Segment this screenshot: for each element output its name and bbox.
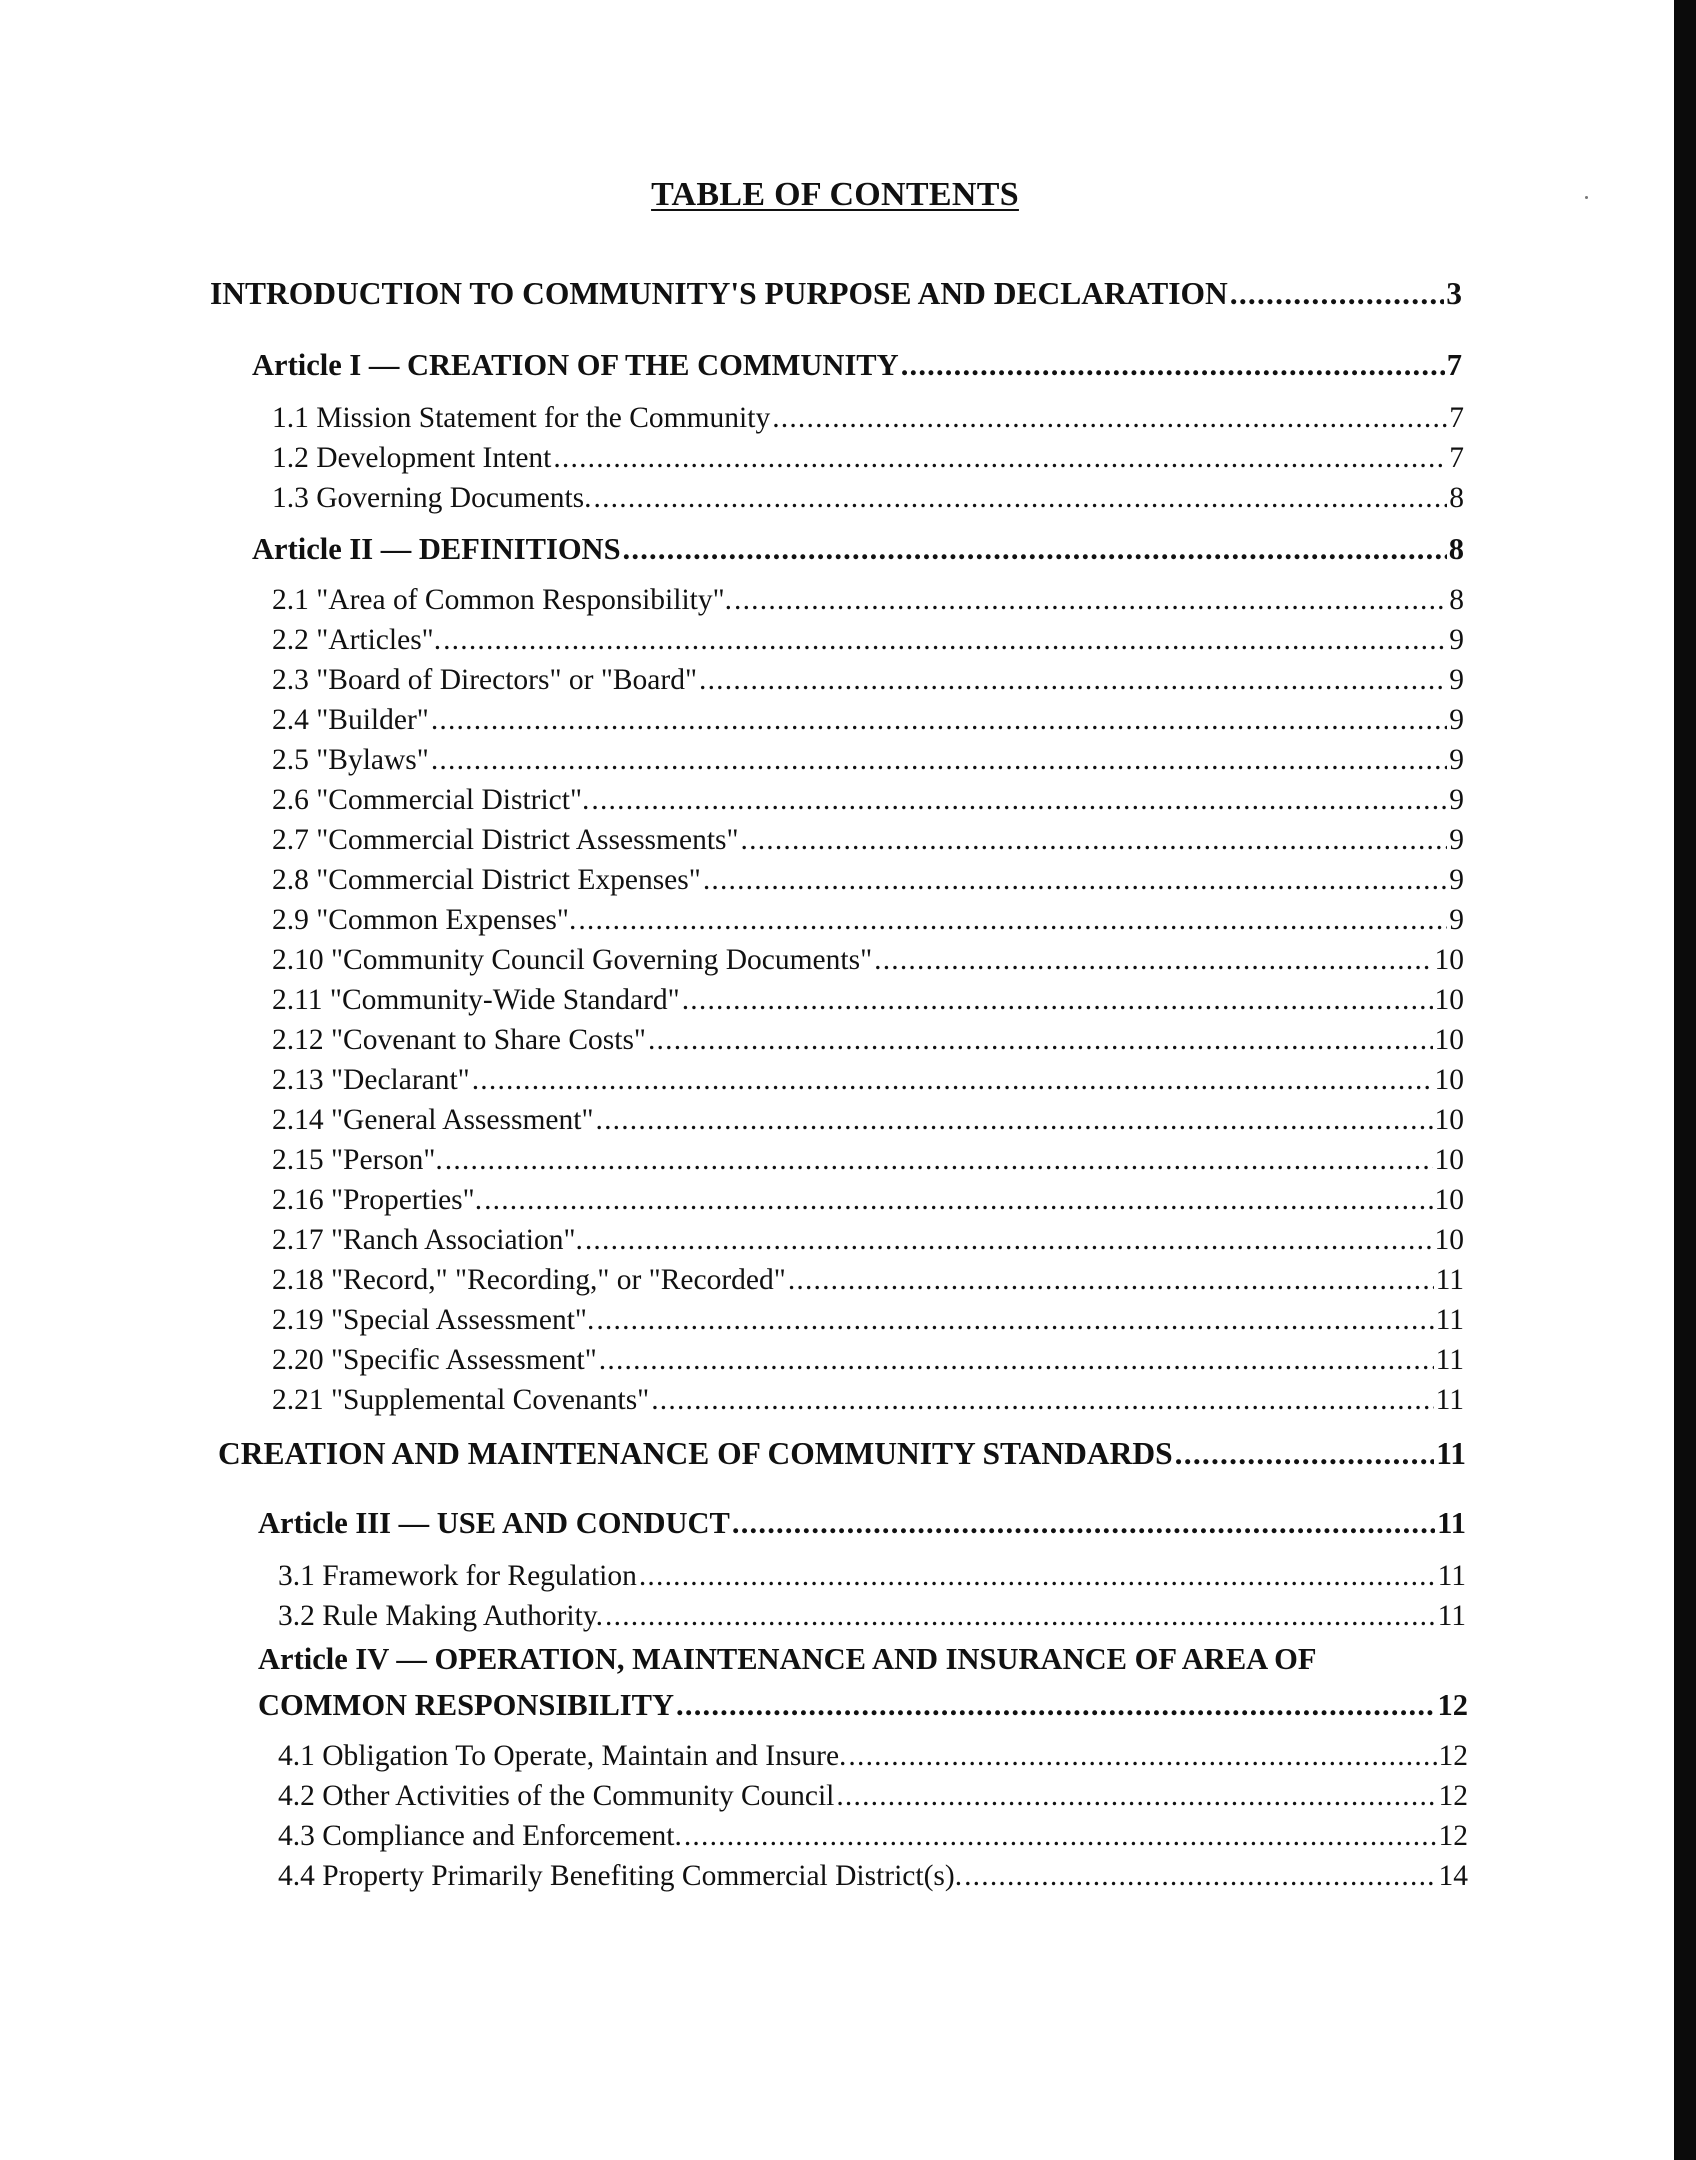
toc-entry-label: INTRODUCTION TO COMMUNITY'S PURPOSE AND DECLARATION — [210, 276, 1228, 311]
leader-dots — [874, 944, 1432, 977]
toc-entry-2-7[interactable] — [272, 824, 1464, 857]
toc-entry-label: 2.2 "Articles". — [272, 624, 442, 656]
toc-entry-2-6[interactable] — [272, 784, 1464, 817]
toc-entry-label: COMMON RESPONSIBILITY — [258, 1688, 675, 1722]
toc-page-number: 10 — [1434, 1184, 1464, 1216]
leader-dots — [578, 904, 1447, 937]
toc-page-number: 11 — [1436, 1436, 1466, 1471]
leader-dots — [734, 584, 1447, 617]
toc-entry-label: Article I — CREATION OF THE COMMUNITY — [252, 348, 899, 382]
toc-entry-2-12[interactable] — [272, 1024, 1464, 1057]
toc-entry-4-2[interactable] — [278, 1780, 1468, 1813]
leader-dots — [1230, 276, 1445, 312]
toc-page-number: 10 — [1434, 1224, 1464, 1256]
toc-entry-label: 1.2 Development Intent — [272, 442, 552, 474]
toc-entry-label: Article III — USE AND CONDUCT — [258, 1506, 730, 1540]
toc-entry-4-4[interactable] — [278, 1860, 1468, 1893]
toc-entry-4-1[interactable] — [278, 1740, 1468, 1773]
toc-page-number: 10 — [1434, 1104, 1464, 1136]
toc-page-number: 11 — [1435, 1384, 1464, 1416]
toc-entry-label: 2.3 "Board of Directors" or "Board" — [272, 664, 698, 696]
toc-entry-2-20[interactable] — [272, 1344, 1464, 1377]
leader-dots — [605, 1600, 1436, 1633]
leader-dots — [431, 744, 1447, 777]
toc-entry-2-2[interactable] — [272, 624, 1464, 657]
toc-page-number: 12 — [1437, 1688, 1468, 1722]
toc-entry-2-18[interactable] — [272, 1264, 1464, 1297]
toc-page-number: 8 — [1449, 584, 1464, 616]
toc-entry-2-5[interactable] — [272, 744, 1464, 777]
leader-dots — [964, 1860, 1436, 1893]
toc-entry-2-4[interactable] — [272, 704, 1464, 737]
leader-dots — [1175, 1436, 1435, 1472]
leader-dots — [445, 1144, 1433, 1177]
toc-entry-label: 2.10 "Community Council Governing Documents" — [272, 944, 873, 976]
toc-entry-article-4-line1[interactable]: Article IV — OPERATION, MAINTENANCE AND INSURANCE OF AREA OF — [258, 1642, 1317, 1676]
toc-entry-label: 3.2 Rule Making Authority. — [278, 1600, 604, 1632]
leader-dots — [848, 1740, 1436, 1773]
toc-entry-article-1[interactable] — [252, 348, 1462, 383]
leader-dots — [901, 348, 1445, 383]
toc-page-number: 7 — [1449, 402, 1464, 434]
toc-entry-label: 2.9 "Common Expenses". — [272, 904, 577, 936]
toc-entry-article-2[interactable] — [252, 532, 1464, 567]
leader-dots — [594, 482, 1448, 515]
toc-page-number: 12 — [1438, 1820, 1468, 1852]
toc-entry-2-13[interactable] — [272, 1064, 1464, 1097]
toc-entry-label: 1.1 Mission Statement for the Community — [272, 402, 771, 434]
toc-entry-label: 2.5 "Bylaws" — [272, 744, 429, 776]
toc-page-number: 11 — [1437, 1560, 1466, 1592]
leader-dots — [623, 532, 1447, 567]
toc-entry-2-11[interactable] — [272, 984, 1464, 1017]
toc-entry-article-3[interactable] — [258, 1506, 1466, 1541]
leader-dots — [703, 864, 1447, 897]
toc-page-number: 10 — [1434, 984, 1464, 1016]
toc-entry-label: Article II — DEFINITIONS — [252, 532, 621, 566]
toc-entry-label: 2.7 "Commercial District Assessments" — [272, 824, 739, 856]
toc-entry-2-21[interactable] — [272, 1384, 1464, 1417]
toc-page-number: 11 — [1435, 1264, 1464, 1296]
toc-page-number: 7 — [1446, 348, 1462, 382]
toc-entry-3-2[interactable] — [278, 1600, 1466, 1633]
toc-page-number: 11 — [1435, 1344, 1464, 1376]
leader-dots — [732, 1506, 1435, 1541]
toc-entry-2-17[interactable] — [272, 1224, 1464, 1257]
leader-dots — [596, 1304, 1433, 1337]
leader-dots — [443, 624, 1447, 657]
toc-entry-label: 2.15 "Person". — [272, 1144, 443, 1176]
toc-page-number: 12 — [1438, 1740, 1468, 1772]
leader-dots — [431, 704, 1447, 737]
page-title: TABLE OF CONTENTS — [651, 176, 1019, 213]
toc-page-number: 9 — [1449, 624, 1464, 656]
toc-page-number: 11 — [1437, 1600, 1466, 1632]
toc-entry-1-1[interactable] — [272, 402, 1464, 435]
toc-entry-label: 2.11 "Community-Wide Standard" — [272, 984, 680, 1016]
toc-entry-label: 2.21 "Supplemental Covenants" — [272, 1384, 650, 1416]
leader-dots — [591, 784, 1447, 817]
leader-dots — [639, 1560, 1436, 1593]
toc-page-number: 10 — [1434, 1064, 1464, 1096]
toc-page-number: 14 — [1438, 1860, 1468, 1892]
toc-page-number: 3 — [1446, 276, 1462, 311]
leader-dots — [741, 824, 1448, 857]
leader-dots — [682, 984, 1433, 1017]
toc-entry-label: 2.13 "Declarant" — [272, 1064, 470, 1096]
toc-entry-label: 2.16 "Properties". — [272, 1184, 483, 1216]
toc-entry-article-4[interactable] — [258, 1688, 1468, 1723]
toc-entry-label: 2.14 "General Assessment" — [272, 1104, 594, 1136]
toc-entry-label: 2.20 "Specific Assessment" — [272, 1344, 597, 1376]
toc-page-number: 9 — [1449, 784, 1464, 816]
leader-dots — [772, 402, 1447, 435]
toc-entry-2-9[interactable] — [272, 904, 1464, 937]
toc-entry-label: 2.19 "Special Assessment". — [272, 1304, 595, 1336]
toc-entry-2-8[interactable] — [272, 864, 1464, 897]
toc-entry-label: 2.1 "Area of Common Responsibility". — [272, 584, 733, 616]
leader-dots — [699, 664, 1447, 697]
toc-entry-2-19[interactable] — [272, 1304, 1464, 1337]
leader-dots — [484, 1184, 1432, 1217]
toc-entry-introduction[interactable] — [210, 276, 1462, 312]
toc-page-number: 9 — [1449, 664, 1464, 696]
leader-dots — [585, 1224, 1433, 1257]
toc-entry-label: 2.4 "Builder" — [272, 704, 429, 736]
toc-entry-label: 1.3 Governing Documents. — [272, 482, 592, 514]
toc-entry-label: 4.2 Other Activities of the Community Council — [278, 1780, 835, 1812]
toc-entry-label: 2.17 "Ranch Association". — [272, 1224, 583, 1256]
leader-dots — [676, 1688, 1435, 1723]
toc-entry-2-3[interactable] — [272, 664, 1464, 697]
toc-entry-1-2[interactable] — [272, 442, 1464, 475]
leader-dots — [788, 1264, 1434, 1297]
toc-page-number: 12 — [1438, 1780, 1468, 1812]
toc-page-number: 7 — [1449, 442, 1464, 474]
leader-dots — [472, 1064, 1433, 1097]
leader-dots — [599, 1344, 1434, 1377]
toc-entry-2-1[interactable] — [272, 584, 1464, 617]
toc-page-number: 11 — [1435, 1304, 1464, 1336]
toc-entry-label: 2.6 "Commercial District". — [272, 784, 590, 816]
toc-entry-label: 4.1 Obligation To Operate, Maintain and Insure. — [278, 1740, 847, 1772]
leader-dots — [651, 1384, 1433, 1417]
toc-page-number: 9 — [1449, 824, 1464, 856]
toc-page-number: 9 — [1449, 744, 1464, 776]
leader-dots — [836, 1780, 1436, 1813]
toc-page-number: 9 — [1449, 864, 1464, 896]
toc-page-number: 9 — [1449, 704, 1464, 736]
toc-entry-label: CREATION AND MAINTENANCE OF COMMUNITY STANDARDS — [218, 1436, 1173, 1471]
toc-entry-label: 2.12 "Covenant to Share Costs" — [272, 1024, 646, 1056]
toc-entry-1-3[interactable] — [272, 482, 1464, 515]
toc-entry-2-14[interactable] — [272, 1104, 1464, 1137]
scan-edge-strip — [1674, 0, 1696, 2160]
toc-entry-label: 2.8 "Commercial District Expenses" — [272, 864, 701, 896]
toc-entry-label: 4.4 Property Primarily Benefiting Commercial District(s). — [278, 1860, 963, 1892]
toc-page-number: 10 — [1434, 1144, 1464, 1176]
leader-dots — [553, 442, 1447, 475]
toc-entry-3-1[interactable] — [278, 1560, 1466, 1593]
toc-entry-label: 2.18 "Record," "Recording," or "Recorded" — [272, 1264, 786, 1296]
toc-entry-4-3[interactable] — [278, 1820, 1468, 1853]
toc-entry-2-16[interactable] — [272, 1184, 1464, 1217]
toc-page-number: 10 — [1434, 944, 1464, 976]
toc-page-number: 8 — [1448, 532, 1464, 566]
leader-dots — [596, 1104, 1433, 1137]
toc-page-number: 9 — [1449, 904, 1464, 936]
toc-entry-label: 3.1 Framework for Regulation — [278, 1560, 637, 1592]
toc-page-number: 8 — [1449, 482, 1464, 514]
leader-dots — [684, 1820, 1437, 1853]
toc-entry-2-10[interactable] — [272, 944, 1464, 977]
toc-page-number: 10 — [1434, 1024, 1464, 1056]
toc-page-number: 11 — [1437, 1506, 1466, 1540]
toc-entry-label: 4.3 Compliance and Enforcement. — [278, 1820, 682, 1852]
toc-entry-community-standards[interactable] — [218, 1436, 1466, 1472]
leader-dots — [648, 1024, 1433, 1057]
toc-entry-2-15[interactable] — [272, 1144, 1464, 1177]
